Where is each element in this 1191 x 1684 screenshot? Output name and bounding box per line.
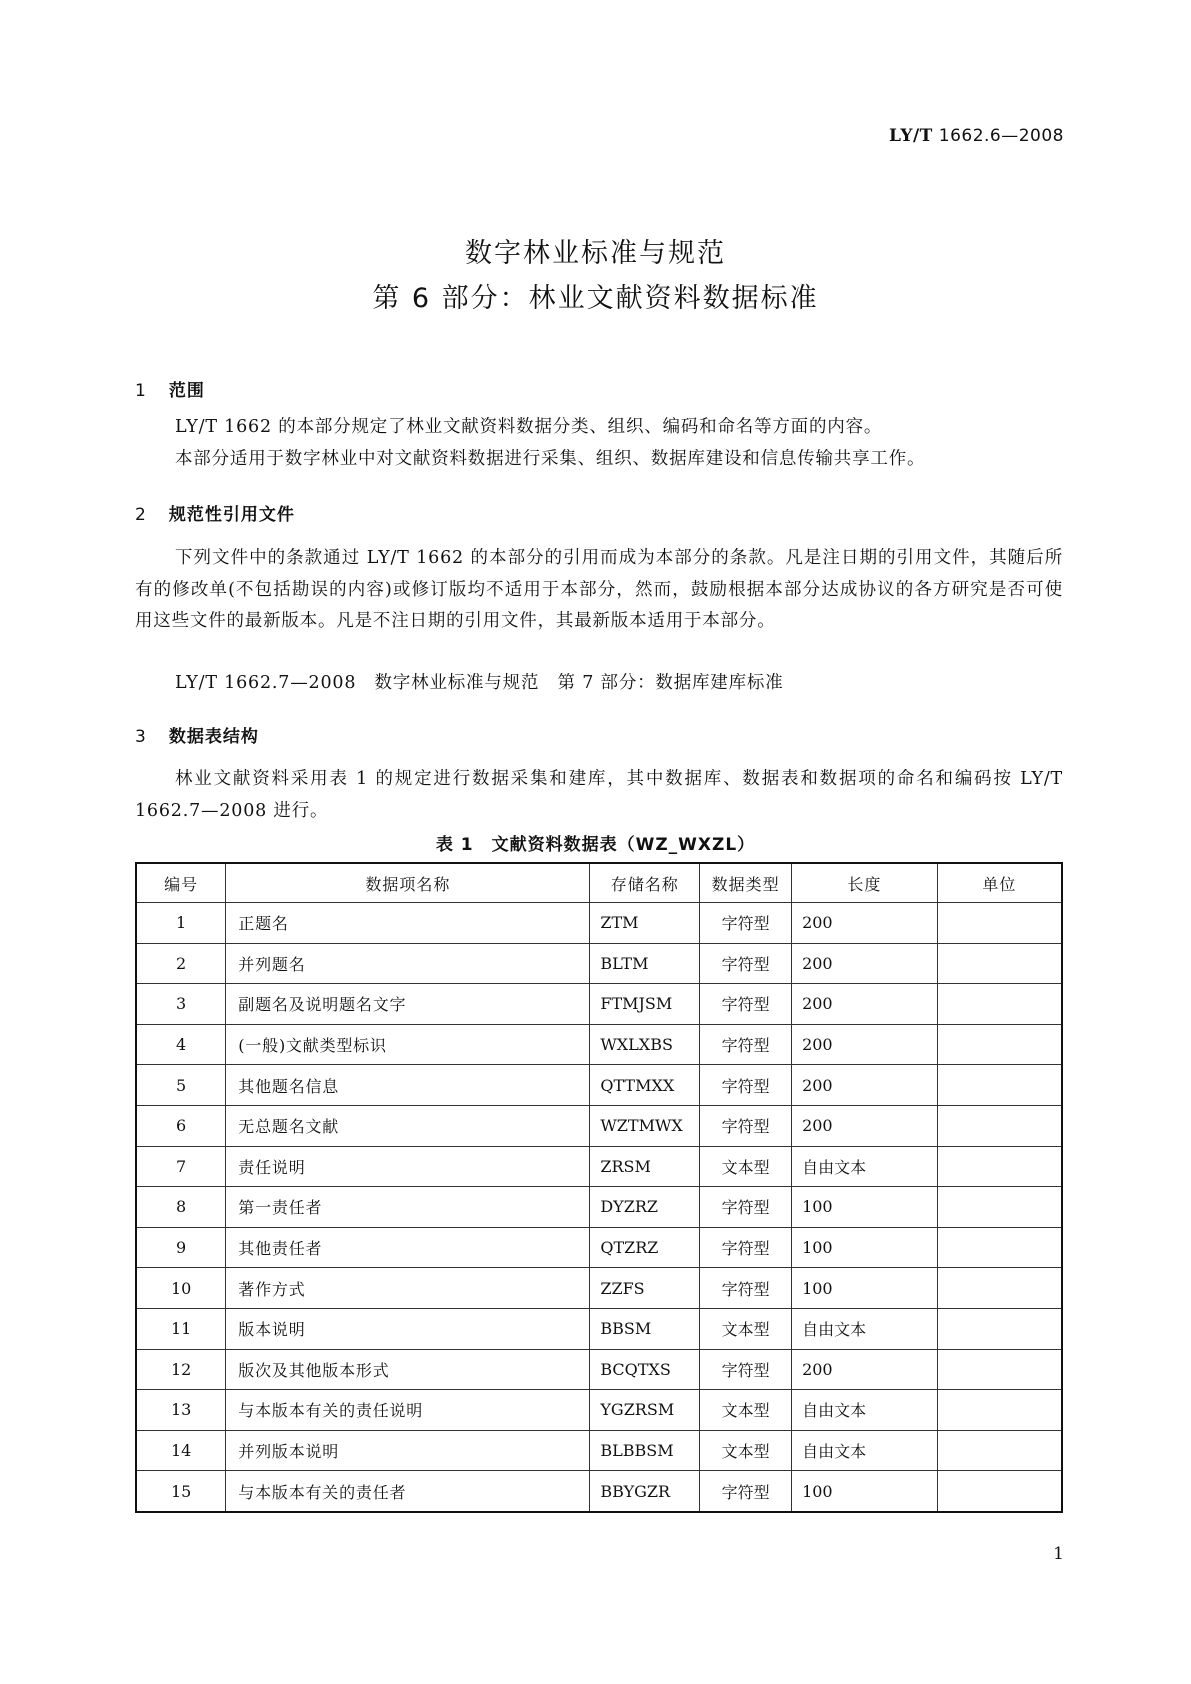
table-row — [136, 1430, 1062, 1471]
cell-item-name: 著作方式 — [226, 1268, 590, 1309]
cell-length: 自由文本 — [792, 1390, 938, 1431]
cell-length: 100 — [792, 1227, 938, 1268]
standard-prefix: LY/T — [888, 126, 933, 146]
cell-storage-name: BBSM — [590, 1308, 700, 1349]
section-title: 范围 — [168, 381, 205, 401]
cell-data-type: 字符型 — [700, 1024, 792, 1065]
section-title: 规范性引用文件 — [168, 505, 295, 525]
cell-data-type: 文本型 — [700, 1308, 792, 1349]
cell-data-type: 字符型 — [700, 1065, 792, 1106]
cell-item-name: 版本说明 — [226, 1308, 590, 1349]
cell-id: 14 — [136, 1430, 226, 1471]
data-table — [135, 862, 1063, 1513]
table-row — [136, 903, 1062, 944]
header-storage-name: 存储名称 — [590, 863, 700, 903]
table-row — [136, 1308, 1062, 1349]
cell-unit — [937, 1227, 1062, 1268]
cell-length: 200 — [792, 943, 938, 984]
cell-item-name: 责任说明 — [226, 1146, 590, 1187]
scope-paragraph-1: LY/T 1662 的本部分规定了林业文献资料数据分类、组织、编码和命名等方面的内容。 — [175, 417, 883, 437]
cell-unit — [937, 1065, 1062, 1106]
cell-id: 12 — [136, 1349, 226, 1390]
cell-storage-name: DYZRZ — [590, 1187, 700, 1228]
cell-length: 200 — [792, 903, 938, 944]
header-unit: 单位 — [937, 863, 1062, 903]
header-item-name: 数据项名称 — [226, 863, 590, 903]
section-heading-references — [135, 500, 295, 525]
cell-id: 8 — [136, 1187, 226, 1228]
cell-data-type: 字符型 — [700, 903, 792, 944]
table-caption: 表 1 文献资料数据表（WZ_WXZL） — [435, 835, 756, 855]
cell-length: 200 — [792, 1024, 938, 1065]
section-number: 3 — [135, 727, 147, 747]
references-item: LY/T 1662.7—2008 数字林业标准与规范 第 7 部分：数据库建库标准 — [175, 673, 784, 693]
table-row — [136, 1349, 1062, 1390]
cell-storage-name: BBYGZR — [590, 1471, 700, 1512]
cell-item-name: 其他责任者 — [226, 1227, 590, 1268]
cell-length: 200 — [792, 1105, 938, 1146]
cell-length: 200 — [792, 1349, 938, 1390]
cell-data-type: 字符型 — [700, 1471, 792, 1512]
document-title: 数字林业标准与规范 — [465, 238, 726, 269]
cell-storage-name: BCQTXS — [590, 1349, 700, 1390]
table-row — [136, 1471, 1062, 1512]
cell-unit — [937, 1308, 1062, 1349]
cell-item-name: 无总题名文献 — [226, 1105, 590, 1146]
cell-unit — [937, 1146, 1062, 1187]
cell-id: 7 — [136, 1146, 226, 1187]
cell-item-name: (一般)文献类型标识 — [226, 1024, 590, 1065]
cell-unit — [937, 1390, 1062, 1431]
cell-item-name: 与本版本有关的责任说明 — [226, 1390, 590, 1431]
cell-item-name: 副题名及说明题名文字 — [226, 984, 590, 1025]
cell-id: 15 — [136, 1471, 226, 1512]
section-heading-table-structure — [135, 722, 259, 747]
cell-storage-name: ZTM — [590, 903, 700, 944]
cell-id: 1 — [136, 903, 226, 944]
cell-item-name: 并列题名 — [226, 943, 590, 984]
scope-paragraph-2: 本部分适用于数字林业中对文献资料数据进行采集、组织、数据库建设和信息传输共享工作。 — [175, 449, 926, 469]
section-number: 1 — [135, 381, 147, 401]
cell-storage-name: WXLXBS — [590, 1024, 700, 1065]
table-row — [136, 1227, 1062, 1268]
cell-item-name: 并列版本说明 — [226, 1430, 590, 1471]
cell-storage-name: QTZRZ — [590, 1227, 700, 1268]
cell-storage-name: YGZRSM — [590, 1390, 700, 1431]
cell-data-type: 字符型 — [700, 984, 792, 1025]
table-row — [136, 1105, 1062, 1146]
standard-code — [889, 126, 1064, 146]
table-row — [136, 1187, 1062, 1228]
cell-data-type: 字符型 — [700, 1187, 792, 1228]
cell-length: 100 — [792, 1187, 938, 1228]
cell-data-type: 字符型 — [700, 1349, 792, 1390]
cell-data-type: 文本型 — [700, 1390, 792, 1431]
cell-item-name: 正题名 — [226, 903, 590, 944]
header-length: 长度 — [792, 863, 938, 903]
references-paragraph-1: 下列文件中的条款通过 LY/T 1662 的本部分的引用而成为本部分的条款。凡是注日期的引用文件，其随后所有的修改单(不包括勘误的内容)或修订版均不适用于本部分，然而，鼓励根据本部分达成协议的各方研究是否可使用这些文件的最新版本。凡是不注日期的引用文件，其最新版本适用于本部分。 — [135, 548, 1063, 631]
table-row — [136, 1390, 1062, 1431]
cell-data-type: 文本型 — [700, 1430, 792, 1471]
cell-unit — [937, 1268, 1062, 1309]
cell-length: 100 — [792, 1268, 938, 1309]
cell-data-type: 字符型 — [700, 1268, 792, 1309]
cell-data-type: 文本型 — [700, 1146, 792, 1187]
cell-storage-name: ZRSM — [590, 1146, 700, 1187]
cell-item-name: 与本版本有关的责任者 — [226, 1471, 590, 1512]
cell-length: 200 — [792, 984, 938, 1025]
cell-item-name: 版次及其他版本形式 — [226, 1349, 590, 1390]
header-data-type: 数据类型 — [700, 863, 792, 903]
cell-id: 3 — [136, 984, 226, 1025]
cell-storage-name: ZZFS — [590, 1268, 700, 1309]
standard-number: 1662.6—2008 — [932, 126, 1064, 146]
cell-data-type: 字符型 — [700, 943, 792, 984]
table-row — [136, 1146, 1062, 1187]
cell-id: 11 — [136, 1308, 226, 1349]
section-number: 2 — [135, 505, 147, 525]
cell-unit — [937, 1430, 1062, 1471]
cell-id: 5 — [136, 1065, 226, 1106]
section-title: 数据表结构 — [168, 727, 259, 747]
cell-unit — [937, 1105, 1062, 1146]
cell-length: 自由文本 — [792, 1308, 938, 1349]
table-header-row — [136, 863, 1062, 903]
header-id: 编号 — [136, 863, 226, 903]
section-heading-scope — [135, 376, 205, 401]
cell-storage-name: BLBBSM — [590, 1430, 700, 1471]
cell-length: 200 — [792, 1065, 938, 1106]
cell-unit — [937, 1471, 1062, 1512]
cell-id: 9 — [136, 1227, 226, 1268]
table-structure-paragraph: 林业文献资料采用表 1 的规定进行数据采集和建库，其中数据库、数据表和数据项的命名和编码按 LY/T 1662.7—2008 进行。 — [135, 769, 1063, 821]
cell-data-type: 字符型 — [700, 1105, 792, 1146]
cell-length: 自由文本 — [792, 1146, 938, 1187]
cell-data-type: 字符型 — [700, 1227, 792, 1268]
cell-unit — [937, 1187, 1062, 1228]
cell-unit — [937, 1349, 1062, 1390]
cell-unit — [937, 984, 1062, 1025]
cell-length: 100 — [792, 1471, 938, 1512]
cell-id: 2 — [136, 943, 226, 984]
table-row — [136, 1065, 1062, 1106]
cell-id: 6 — [136, 1105, 226, 1146]
cell-id: 4 — [136, 1024, 226, 1065]
cell-storage-name: BLTM — [590, 943, 700, 984]
cell-storage-name: FTMJSM — [590, 984, 700, 1025]
table-row — [136, 943, 1062, 984]
cell-length: 自由文本 — [792, 1430, 938, 1471]
cell-unit — [937, 1024, 1062, 1065]
table-row — [136, 1024, 1062, 1065]
cell-unit — [937, 903, 1062, 944]
page-number: 1 — [1053, 1544, 1064, 1564]
cell-id: 13 — [136, 1390, 226, 1431]
cell-item-name: 第一责任者 — [226, 1187, 590, 1228]
table-row — [136, 984, 1062, 1025]
cell-storage-name: WZTMWX — [590, 1105, 700, 1146]
cell-item-name: 其他题名信息 — [226, 1065, 590, 1106]
table-row — [136, 1268, 1062, 1309]
cell-storage-name: QTTMXX — [590, 1065, 700, 1106]
cell-id: 10 — [136, 1268, 226, 1309]
cell-unit — [937, 943, 1062, 984]
document-subtitle: 第 6 部分：林业文献资料数据标准 — [372, 283, 819, 314]
